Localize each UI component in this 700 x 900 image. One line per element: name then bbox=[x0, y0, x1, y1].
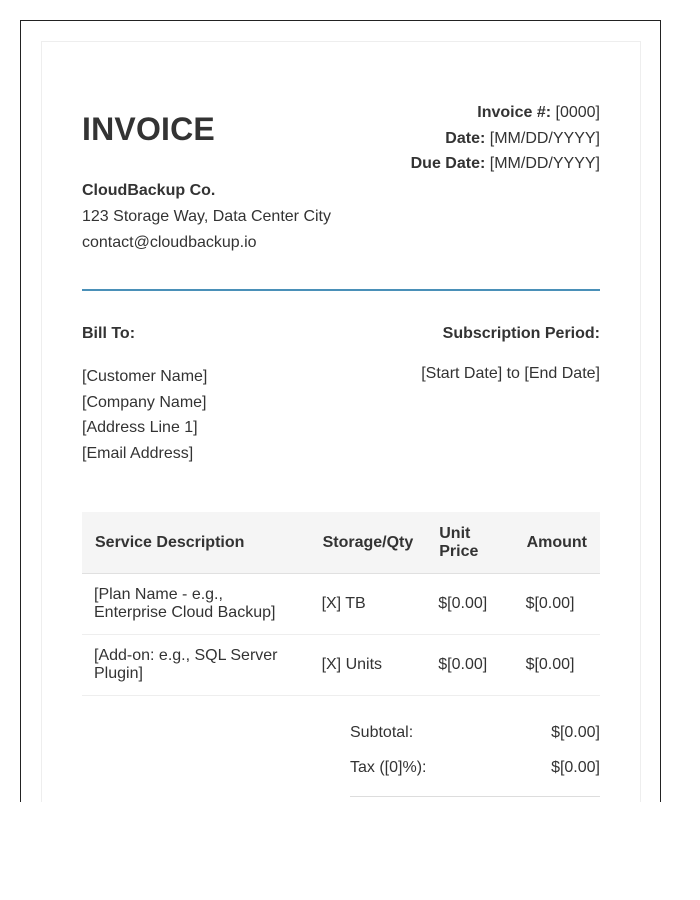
section-divider bbox=[82, 289, 600, 291]
bill-to-line: [Company Name] bbox=[82, 393, 207, 411]
company-block bbox=[82, 178, 331, 256]
subtotal-row bbox=[350, 722, 600, 757]
subscription-period-range: [Start Date] to [End Date] bbox=[421, 365, 600, 382]
cell-unit-price: $[0.00] bbox=[426, 635, 513, 696]
invoice-paper bbox=[41, 41, 641, 802]
bill-to-block bbox=[82, 364, 207, 467]
cell-quantity: [X] TB bbox=[310, 574, 427, 635]
invoice-number-label: Invoice #: bbox=[477, 104, 552, 121]
company-address: 123 Storage Way, Data Center City bbox=[82, 208, 331, 225]
invoice-meta bbox=[411, 100, 600, 177]
invoice-date-value: [MM/DD/YYYY] bbox=[489, 129, 600, 147]
table-row bbox=[82, 574, 600, 635]
invoice-content bbox=[82, 42, 600, 802]
company-email: contact@cloudbackup.io bbox=[82, 234, 257, 251]
tax-row bbox=[350, 757, 600, 792]
column-header-quantity: Storage/Qty bbox=[310, 512, 427, 574]
cell-quantity: [X] Units bbox=[310, 635, 427, 696]
tax-value: $[0.00] bbox=[551, 759, 600, 776]
cell-description: [Add-on: e.g., SQL Server Plugin] bbox=[82, 635, 310, 696]
table-header-row bbox=[82, 512, 600, 574]
invoice-due-date-label: Due Date: bbox=[410, 155, 486, 172]
bill-to-line: [Customer Name] bbox=[82, 368, 208, 385]
column-header-unit-price: Unit Price bbox=[426, 512, 513, 574]
invoice-frame bbox=[20, 20, 661, 802]
column-header-amount: Amount bbox=[514, 512, 600, 574]
column-header-description: Service Description bbox=[82, 512, 310, 574]
invoice-due-date-value: [MM/DD/YYYY] bbox=[489, 155, 600, 172]
subtotal-label: Subtotal: bbox=[350, 724, 414, 741]
invoice-number-value: [0000] bbox=[555, 104, 600, 121]
invoice-number-row bbox=[411, 100, 600, 126]
bill-to-heading: Bill To: bbox=[82, 325, 136, 342]
cell-amount: $[0.00] bbox=[514, 635, 600, 696]
invoice-date-label: Date: bbox=[445, 129, 486, 147]
tax-label: Tax ([0]%): bbox=[350, 759, 427, 776]
cell-description: [Plan Name - e.g., Enterprise Cloud Backup] bbox=[82, 574, 310, 635]
cell-amount: $[0.00] bbox=[514, 574, 600, 635]
bill-to-line: [Email Address] bbox=[82, 445, 194, 463]
invoice-date-row bbox=[411, 126, 600, 152]
totals-divider bbox=[350, 796, 600, 797]
bill-to-line: [Address Line 1] bbox=[82, 419, 198, 437]
cell-unit-price: $[0.00] bbox=[426, 574, 513, 635]
invoice-title: INVOICE bbox=[82, 111, 215, 147]
totals-block bbox=[350, 722, 600, 792]
subscription-period-heading: Subscription Period: bbox=[442, 325, 600, 342]
table-row bbox=[82, 635, 600, 696]
line-items-table bbox=[82, 512, 600, 696]
company-name: CloudBackup Co. bbox=[82, 182, 216, 199]
invoice-due-date-row bbox=[411, 151, 600, 177]
subtotal-value: $[0.00] bbox=[551, 724, 600, 741]
